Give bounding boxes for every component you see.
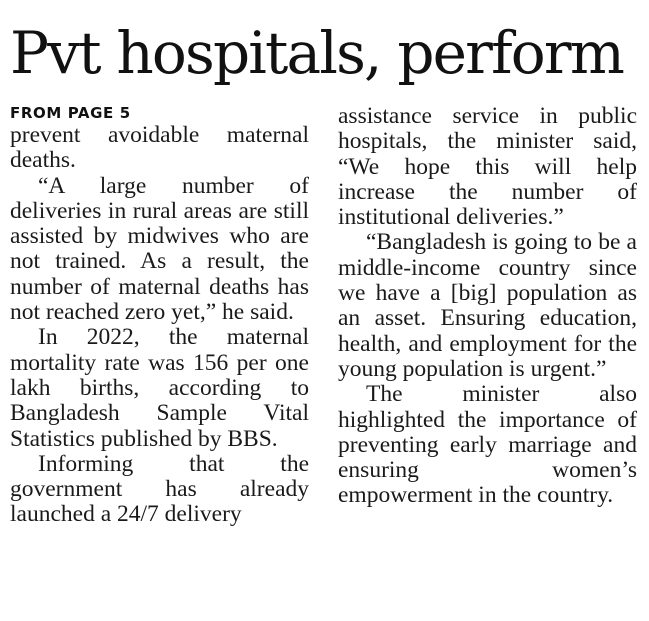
paragraph: assistance service in public hospitals, the minister said, “We hope this will help increase the number of institutional deliveries.”	[338, 103, 637, 231]
paragraph: “A large number of deliveries in rural areas are still assisted by midwives who are not trained. As a result, the number of maternal deaths has not reached zero yet,” he said.	[10, 172, 309, 326]
continued-from-label: FROM PAGE 5	[10, 104, 131, 122]
paragraph: In 2022, the maternal mortality rate was 156 per one lakh births, according to Bangladesh Sample Vital Statistics published by BBS.	[10, 324, 309, 452]
paragraph: Informing that the government has already launched a 24/7 delivery	[10, 450, 309, 528]
article-column-left	[10, 103, 309, 528]
paragraph: prevent avoidable maternal deaths.	[10, 122, 309, 174]
paragraph: The minister also highlighted the importance of preventing early marriage and ensuring women’s empowerment in the country.	[338, 381, 637, 509]
paragraph: “Bangladesh is going to be a middle-income country since we have a [big] population as an asset. Ensuring education, health, and employment for the young population is urgent.”	[338, 229, 637, 382]
headline: Pvt hospitals, perform	[10, 19, 624, 87]
article-column-right	[338, 104, 637, 509]
